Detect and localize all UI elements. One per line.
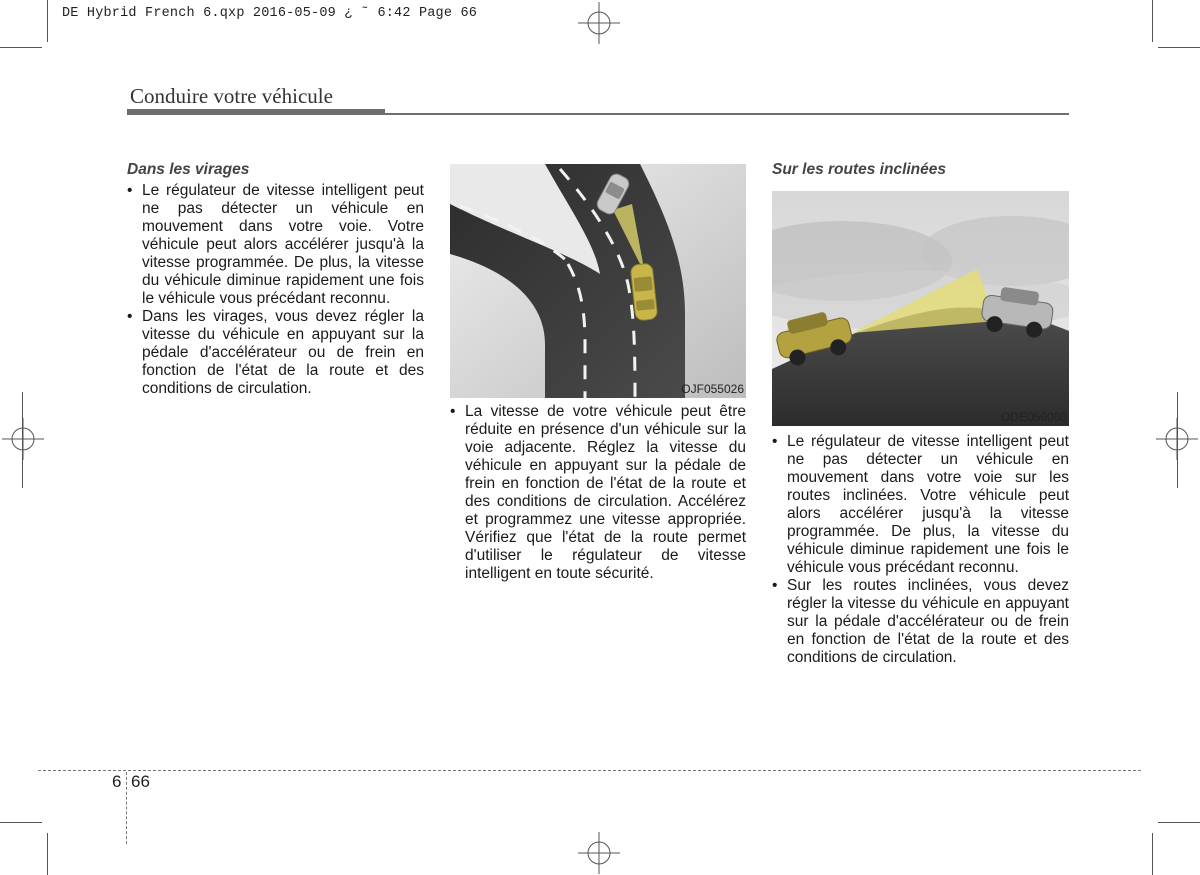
header-rule-thick <box>127 109 385 115</box>
list-item: • Le régulateur de vitesse intelligent peut ne pas détecter un véhicule en mouvement dans votre voie sur les routes inclinées. Votre véhicule peut alors accélérer jusqu'à la vitesse programmée. De plus, la vitesse du véhicule diminue rapidement une fois le véhicule vous précédant reconnu. <box>772 433 1069 577</box>
header-rule-thin <box>385 113 1069 115</box>
figure-code: OJF055026 <box>681 382 744 396</box>
figure-curved-road <box>450 164 746 398</box>
chapter-number: 6 <box>112 772 122 791</box>
list-item: • Dans les virages, vous devez régler la vitesse du véhicule en appuyant sur la pédale d'accélérateur ou de frein en fonction de l'état de la route et des conditions de circulation. <box>127 308 424 398</box>
curved-road-illustration <box>450 164 746 398</box>
registration-line-right <box>1177 392 1178 488</box>
figure-code: ODE056060 <box>1000 410 1067 424</box>
print-slug: DE Hybrid French 6.qxp 2016-05-09 ¿ ˜ 6:42 Page 66 <box>62 6 478 21</box>
registration-mark-top <box>578 2 620 44</box>
registration-mark-left <box>2 418 44 460</box>
list-item: • La vitesse de votre véhicule peut être réduite en présence d'un véhicule sur la voie adjacente. Réglez la vitesse du véhicule en appuyant sur la pédale de frein en fonction de l'état de la route et des conditions de circulation. Accélérez et programmez une vitesse appropriée. Vérifiez que l'état de la route permet d'utiliser le régulateur de vitesse intelligent en toute sécurité. <box>450 403 746 583</box>
subheading-slopes: Sur les routes inclinées <box>772 161 947 178</box>
list-item: • Sur les routes inclinées, vous devez régler la vitesse du véhicule en appuyant sur la pédale d'accélérateur ou de frein en fonction de l'état de la route et des conditions de circulation. <box>772 577 1069 667</box>
col2-bullet-list <box>450 403 746 583</box>
figure-inclined-road <box>772 191 1069 426</box>
registration-line-left <box>22 392 23 488</box>
inclined-road-illustration <box>772 191 1069 426</box>
registration-mark-bottom <box>578 832 620 874</box>
subheading-curves: Dans les virages <box>127 161 250 178</box>
col3-bullet-list <box>772 433 1069 667</box>
list-item: • Le régulateur de vitesse intelligent peut ne pas détecter un véhicule en mouvement dans votre voie. Votre véhicule peut alors accélérer jusqu'à la vitesse programmée. De plus, la vitesse du véhicule diminue rapidement une fois le véhicule vous précédant reconnu. <box>127 182 424 308</box>
footer-rule <box>38 770 1141 771</box>
section-title: Conduire votre véhicule <box>130 84 333 108</box>
page-number: 66 <box>131 772 150 791</box>
footer-divider <box>126 772 127 844</box>
col1-bullet-list <box>127 182 424 398</box>
